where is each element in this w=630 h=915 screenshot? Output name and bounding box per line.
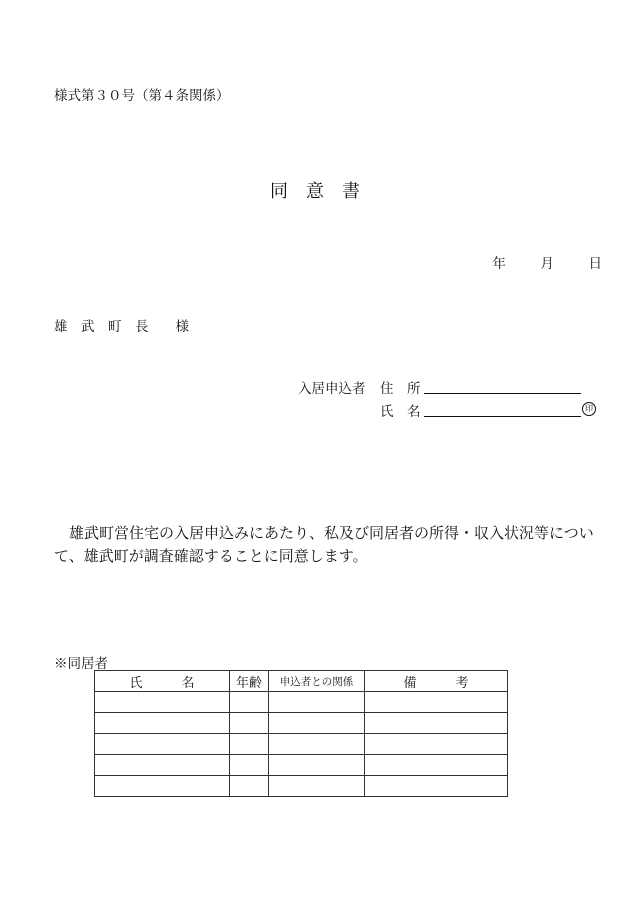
cell-remarks[interactable]	[365, 776, 508, 797]
cell-relationship[interactable]	[269, 692, 365, 713]
address-field[interactable]	[424, 393, 581, 394]
date-line	[492, 252, 602, 272]
date-day-label: 日	[588, 256, 602, 272]
form-number: 様式第３０号（第４条関係）	[54, 88, 230, 104]
applicant-label: 入居申込者	[298, 381, 366, 397]
cell-name[interactable]	[95, 776, 230, 797]
address-label: 住 所	[380, 381, 421, 397]
cell-age[interactable]	[230, 713, 269, 734]
header-name: 氏 名	[95, 671, 230, 692]
name-field[interactable]	[424, 416, 581, 417]
cell-relationship[interactable]	[269, 755, 365, 776]
cohabitants-table	[94, 670, 508, 797]
seal-mark: 印	[582, 402, 596, 416]
cell-relationship[interactable]	[269, 713, 365, 734]
name-label: 氏 名	[380, 404, 421, 420]
consent-statement: 雄武町営住宅の入居申込みにあたり、私及び同居者の所得・収入状況等について、雄武町が調査確認することに同意します。	[54, 524, 594, 565]
table-row	[95, 776, 508, 797]
cell-age[interactable]	[230, 755, 269, 776]
date-year-label: 年	[492, 256, 506, 272]
cell-name[interactable]	[95, 692, 230, 713]
table-header-row	[95, 671, 508, 692]
cell-relationship[interactable]	[269, 734, 365, 755]
cell-remarks[interactable]	[365, 755, 508, 776]
cell-name[interactable]	[95, 734, 230, 755]
header-remarks: 備 考	[365, 671, 508, 692]
cell-remarks[interactable]	[365, 713, 508, 734]
cell-relationship[interactable]	[269, 776, 365, 797]
cohabitants-label: ※同居者	[54, 656, 108, 672]
addressee: 雄 武 町 長 様	[54, 319, 189, 335]
cell-age[interactable]	[230, 776, 269, 797]
table-row	[95, 755, 508, 776]
cell-remarks[interactable]	[365, 734, 508, 755]
cell-name[interactable]	[95, 755, 230, 776]
date-month-label: 月	[540, 256, 554, 272]
cell-remarks[interactable]	[365, 692, 508, 713]
header-relationship: 申込者との関係	[269, 671, 365, 692]
header-age: 年齢	[230, 671, 269, 692]
cell-name[interactable]	[95, 713, 230, 734]
table-row	[95, 692, 508, 713]
cell-age[interactable]	[230, 734, 269, 755]
table-row	[95, 713, 508, 734]
table-row	[95, 734, 508, 755]
document-title: 同 意 書	[270, 181, 360, 202]
cell-age[interactable]	[230, 692, 269, 713]
